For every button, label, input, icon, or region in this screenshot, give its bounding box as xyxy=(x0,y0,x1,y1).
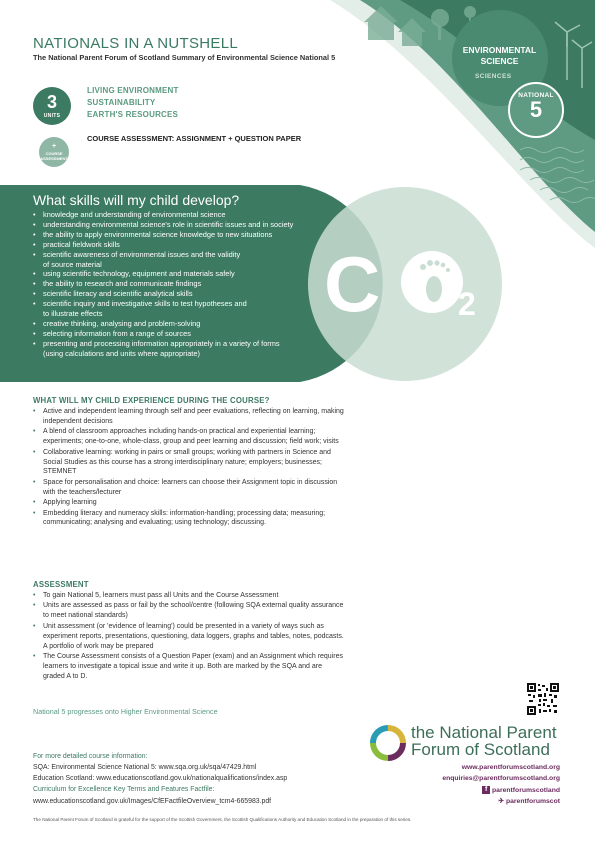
course-assessment-badge xyxy=(39,137,69,167)
level-badge xyxy=(508,82,564,138)
level-number: 5 xyxy=(529,97,543,122)
org-name xyxy=(411,724,557,758)
org-facebook[interactable] xyxy=(440,786,560,794)
experience-list xyxy=(33,407,345,529)
subject-line-1: ENVIRONMENTAL xyxy=(462,45,537,55)
badge-label-2: ASSESSMENT xyxy=(40,156,68,161)
assessment-heading: ASSESSMENT xyxy=(33,580,89,589)
page-title: NATIONALS IN A NUTSHELL xyxy=(33,35,239,52)
npf-logo-icon xyxy=(369,724,407,762)
org-email[interactable]: enquiries@parentforumscotland.org xyxy=(442,775,560,782)
facebook-handle: parentforumscotland xyxy=(492,786,560,794)
topic-earths-resources: EARTH'S RESOURCES xyxy=(87,110,179,119)
skills-title: What skills will my child develop? xyxy=(33,192,240,208)
twitter-icon: ✈ xyxy=(498,798,505,805)
plus-symbol: + xyxy=(51,143,57,150)
units-label: UNITS xyxy=(43,113,61,119)
list-item: • knowledge and understanding of environmental science xyxy=(33,210,353,220)
topic-living-environment: LIVING ENVIRONMENT xyxy=(87,86,179,95)
twitter-handle: parentforumscot xyxy=(505,798,560,805)
category-label: SCIENCES xyxy=(475,73,512,80)
list-item: • using scientific technology, equipment and materials safely xyxy=(33,269,353,279)
education-scotland-link[interactable]: Education Scotland: www.educationscotland.gov.uk/nationalqualifications/index.asp xyxy=(33,775,288,782)
list-item: • A blend of classroom approaches including hands-on practical and experiential learning; experiments; one-to-one, whole-class, group and peer learning and discussion; field work; visits xyxy=(33,427,345,447)
org-website[interactable]: www.parentforumscotland.org xyxy=(461,764,560,771)
list-item: • Unit assessment (or 'evidence of learning') could be presented in a variety of ways such as experiment reports, presentations, questioning, data loggers, graphs and tables, notes, podcasts. A portfolio of work may be prepared xyxy=(33,622,345,652)
skills-list xyxy=(33,210,353,359)
footer-acknowledgement: The National Parent Forum of Scotland is grateful for the support of the Scottish Government, the Scottish Qualifications Authority and Education Scotland in the preparation of this series. xyxy=(33,817,412,822)
list-item: • Space for personalisation and choice: learners can choose their Assignment topic in discussion with the teachers/lecturer xyxy=(33,478,345,498)
subject-line-2: SCIENCE xyxy=(480,56,519,66)
org-name-line-1: the National Parent xyxy=(411,723,557,742)
more-info-heading: For more detailed course information: xyxy=(33,753,148,760)
page-subtitle: The National Parent Forum of Scotland Summary of Environmental Science National 5 xyxy=(33,53,336,62)
progression-note: National 5 progresses onto Higher Environmental Science xyxy=(33,707,218,716)
list-item: • scientific awareness of environmental issues and the validity of source material xyxy=(33,250,353,270)
topic-sustainability: SUSTAINABILITY xyxy=(87,98,156,107)
badge-label-1: COURSE xyxy=(45,151,63,156)
list-item: • scientific inquiry and investigative skills to test hypotheses and to illustrate effects xyxy=(33,299,353,319)
list-item: • presenting and processing information appropriately in a variety of forms (using calculations and units where appropriate) xyxy=(33,339,353,359)
list-item: • To gain National 5, learners must pass all Units and the Course Assessment xyxy=(33,591,345,601)
list-item: • The Course Assessment consists of a Question Paper (exam) and an Assignment which requires learners to investigate a topical issue and write it up. Both are marked by the SQA and are graded A to D. xyxy=(33,652,345,682)
co2-subscript: 2 xyxy=(458,286,476,322)
sqa-link[interactable]: SQA: Environmental Science National 5: www.sqa.org.uk/sqa/47429.html xyxy=(33,764,257,771)
factfile-link[interactable]: www.educationscotland.gov.uk/Images/CfEFactfileOverview_tcm4-665983.pdf xyxy=(33,798,272,805)
list-item: • the ability to research and communicate findings xyxy=(33,279,353,289)
list-item: • practical fieldwork skills xyxy=(33,240,353,250)
org-name-line-2: Forum of Scotland xyxy=(411,740,550,759)
list-item: • Applying learning xyxy=(33,498,345,508)
list-item: • Units are assessed as pass or fail by the school/centre (following SQA external quality assurance to meet national standards) xyxy=(33,601,345,621)
qr-code[interactable] xyxy=(527,683,559,715)
level-label: NATIONAL xyxy=(518,92,554,99)
list-item: • the ability to apply environmental science knowledge to new situations xyxy=(33,230,353,240)
course-assessment-line: COURSE ASSESSMENT: ASSIGNMENT + QUESTION PAPER xyxy=(87,134,302,143)
factfile-label: Curriculum for Excellence Key Terms and Features Factfile: xyxy=(33,786,215,793)
list-item: • Collaborative learning: working in pairs or small groups; working with partners in Science and Social Studies as this course has a strong interdisciplinary nature; employers; businesses; STEMNET xyxy=(33,448,345,478)
units-number: 3 xyxy=(46,92,57,112)
list-item: • selecting information from a range of sources xyxy=(33,329,353,339)
units-badge xyxy=(33,87,71,125)
list-item: • Embedding literacy and numeracy skills: information-handling; processing data; measuring; communicating; analysing and evaluating; using technology; discussing. xyxy=(33,509,345,529)
co2-c: C xyxy=(324,240,381,328)
subject-label xyxy=(452,45,547,67)
list-item: • understanding environmental science's role in scientific issues and in society xyxy=(33,220,353,230)
list-item: • Active and independent learning through self and peer evaluations, reflecting on learning, making independent decisions xyxy=(33,407,345,427)
experience-heading: WHAT WILL MY CHILD EXPERIENCE DURING THE COURSE? xyxy=(33,396,270,405)
list-item: • scientific literacy and scientific analytical skills xyxy=(33,289,353,299)
org-twitter[interactable] xyxy=(440,797,560,805)
list-item: • creative thinking, analysing and problem-solving xyxy=(33,319,353,329)
facebook-icon: f xyxy=(482,786,490,794)
assessment-list xyxy=(33,591,345,682)
